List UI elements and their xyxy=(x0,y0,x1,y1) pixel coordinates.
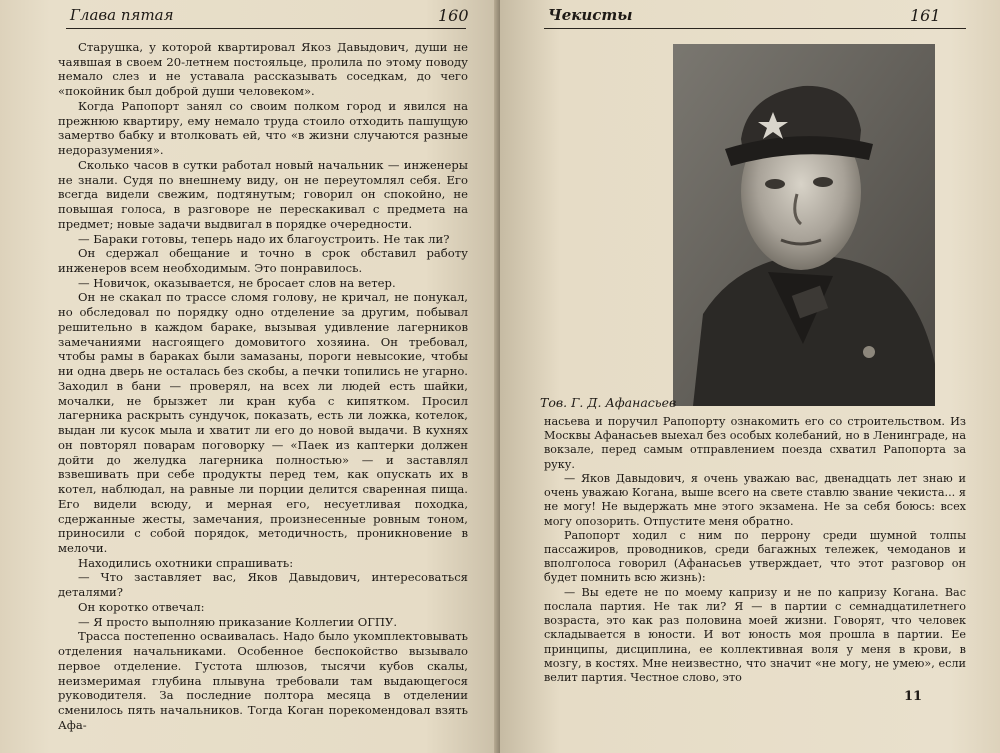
paragraph: Он не скакал по трассе сломя голову, не кричал, не понукал, но обследовал по порядку одно отделение за другим, побывал решительно в каждом бараке, вызывая удивление лагерников замечаниями насгоящего домовитого хозяина. Он требовал, чтобы рамы в бараках были замазаны, пороги невысокие, чтобы ни одна дверь не осталась без скобы, а печки топились не угарно. Заходил в бани — проверял, на всех ли людей есть шайки, мочалки, не брызжет ли кран куба с кипятком. Просил лагерника раскрыть сундучок, показать, есть ли ложка, котелок, выдан ли кусок мыла и хватит ли его до новой выдачи. В кухнях он повторял поварам поговорку — «Паек из каптерки должен дойти до желудка лагерника полностью» — и заставлял взвешивать при себе продукты перед тем, как опускать их в котел, наблюдал, на равные ли порции делится сваренная пища. Его видели всюду, и мерная его, несуетливая походка, сдержанные жесты, замечания, произнесенные ровным тоном, приносили с собой порядок, методичность, проникновение в мелочи. xyxy=(58,290,468,555)
portrait-image xyxy=(673,44,935,406)
paragraph: — Вы едете не по моему капризу и не по капризу Когана. Вас послала партия. Не так ли? Я — в партии с семнадцатилетнего возраста, это как раз половина моей жизни. Говорят, что человек складывается в юности. И вот юность моя прошла в партии. Ее принципы, дисциплина, ее коллективная воля у меня в крови, в мозгу, в костях. Мне неизвестно, что значит «не могу, не умею», если велит партия. Честное слово, это xyxy=(544,585,966,684)
left-header-title: Глава пятая xyxy=(70,6,174,24)
signature-mark: 11 xyxy=(904,689,923,704)
left-header-rule xyxy=(66,28,466,29)
paragraph: Он коротко отвечал: xyxy=(78,599,205,614)
left-body-text xyxy=(58,40,468,733)
paragraph: Сколько часов в сутки работал новый начальник — инженеры не знали. Судя по внешнему виду, он не переутомлял себя. Его всегда видели свежим, подтянутым; говорил он спокойно, не повышая голоса, в разговоре не перескакивал с предмета на предмет; новые задачи выдвигал в порядке очередности. xyxy=(58,157,468,231)
right-running-header xyxy=(548,6,968,30)
paragraph: — Новичок, оказывается, не бросает слов на ветер. xyxy=(78,275,396,290)
paragraph: насьева и поручил Рапопорту ознакомить его со строительством. Из Москвы Афанасьев выехал без особых колебаний, но в Ленинграде, на вокзале, перед самым отправлением поезда схватил Рапопорта за руку. xyxy=(544,415,966,471)
right-page xyxy=(500,0,1000,753)
paragraph: Находились охотники спрашивать: xyxy=(78,555,294,570)
paragraph: — Я просто выполняю приказание Коллегии ОГПУ. xyxy=(78,614,398,629)
paragraph: Старушка, у которой квартировал Якоз Давыдович, души не чаявшая в своем 20-летнем постояльце, пролила по этому поводу немало слез и не уставала рассказывать соседкам, до чего «покойник был доброй души человеком». xyxy=(58,40,468,99)
paragraph: Трасса постепенно осваивалась. Надо было укомплектовывать отделения начальниками. Особенное беспокойство вызывало первое отделение. Густота шлюзов, тысячи кубов скалы, неизмеримая глубина плывуна требовали там выдающегося руководителя. За последние полтора месяца в отделении сменилось пять начальников. Тогда Коган порекомендовал взять Афа- xyxy=(58,629,468,732)
paragraph: — Яков Давыдович, я очень уважаю вас, двенадцать лет знаю и очень уважаю Когана, выше всего на свете ставлю звание чекиста... я не могу! Не выдержать мне этого экзамена. Не за себя боюсь: всех могу опозорить. Отпустите меня обратно. xyxy=(544,471,966,528)
paragraph: Рапопорт ходил с ним по перрону среди шумной толпы пассажиров, проводников, среди багажных тележек, чемоданов и вполголоса говорил (Афанасьев утверждает, что этот разговор он будет помнить всю жизнь): xyxy=(544,528,966,585)
left-page-number: 160 xyxy=(438,6,469,25)
left-running-header xyxy=(70,6,469,30)
portrait-photo xyxy=(673,44,935,406)
right-body-text xyxy=(544,415,966,685)
paragraph: — Что заставляет вас, Яков Давыдович, интересоваться деталями? xyxy=(58,570,468,600)
right-page-number: 161 xyxy=(910,6,941,25)
right-header-rule xyxy=(544,28,966,29)
paragraph: — Бараки готовы, теперь надо их благоустроить. Не так ли? xyxy=(78,231,450,246)
paragraph: Когда Рапопорт занял со своим полком город и явился на прежнюю квартиру, ему немало труда стоило отходить пашущую замертво бабку и втолковать ей, что «в жизни случаются разные недоразумения». xyxy=(58,98,468,158)
paragraph: Он сдержал обещание и точно в срок обставил работу инженеров всем необходимым. Это понравилось. xyxy=(58,246,468,276)
right-header-title: Чекисты xyxy=(548,6,633,24)
photo-caption: Тов. Г. Д. Афанасьев xyxy=(540,395,677,410)
